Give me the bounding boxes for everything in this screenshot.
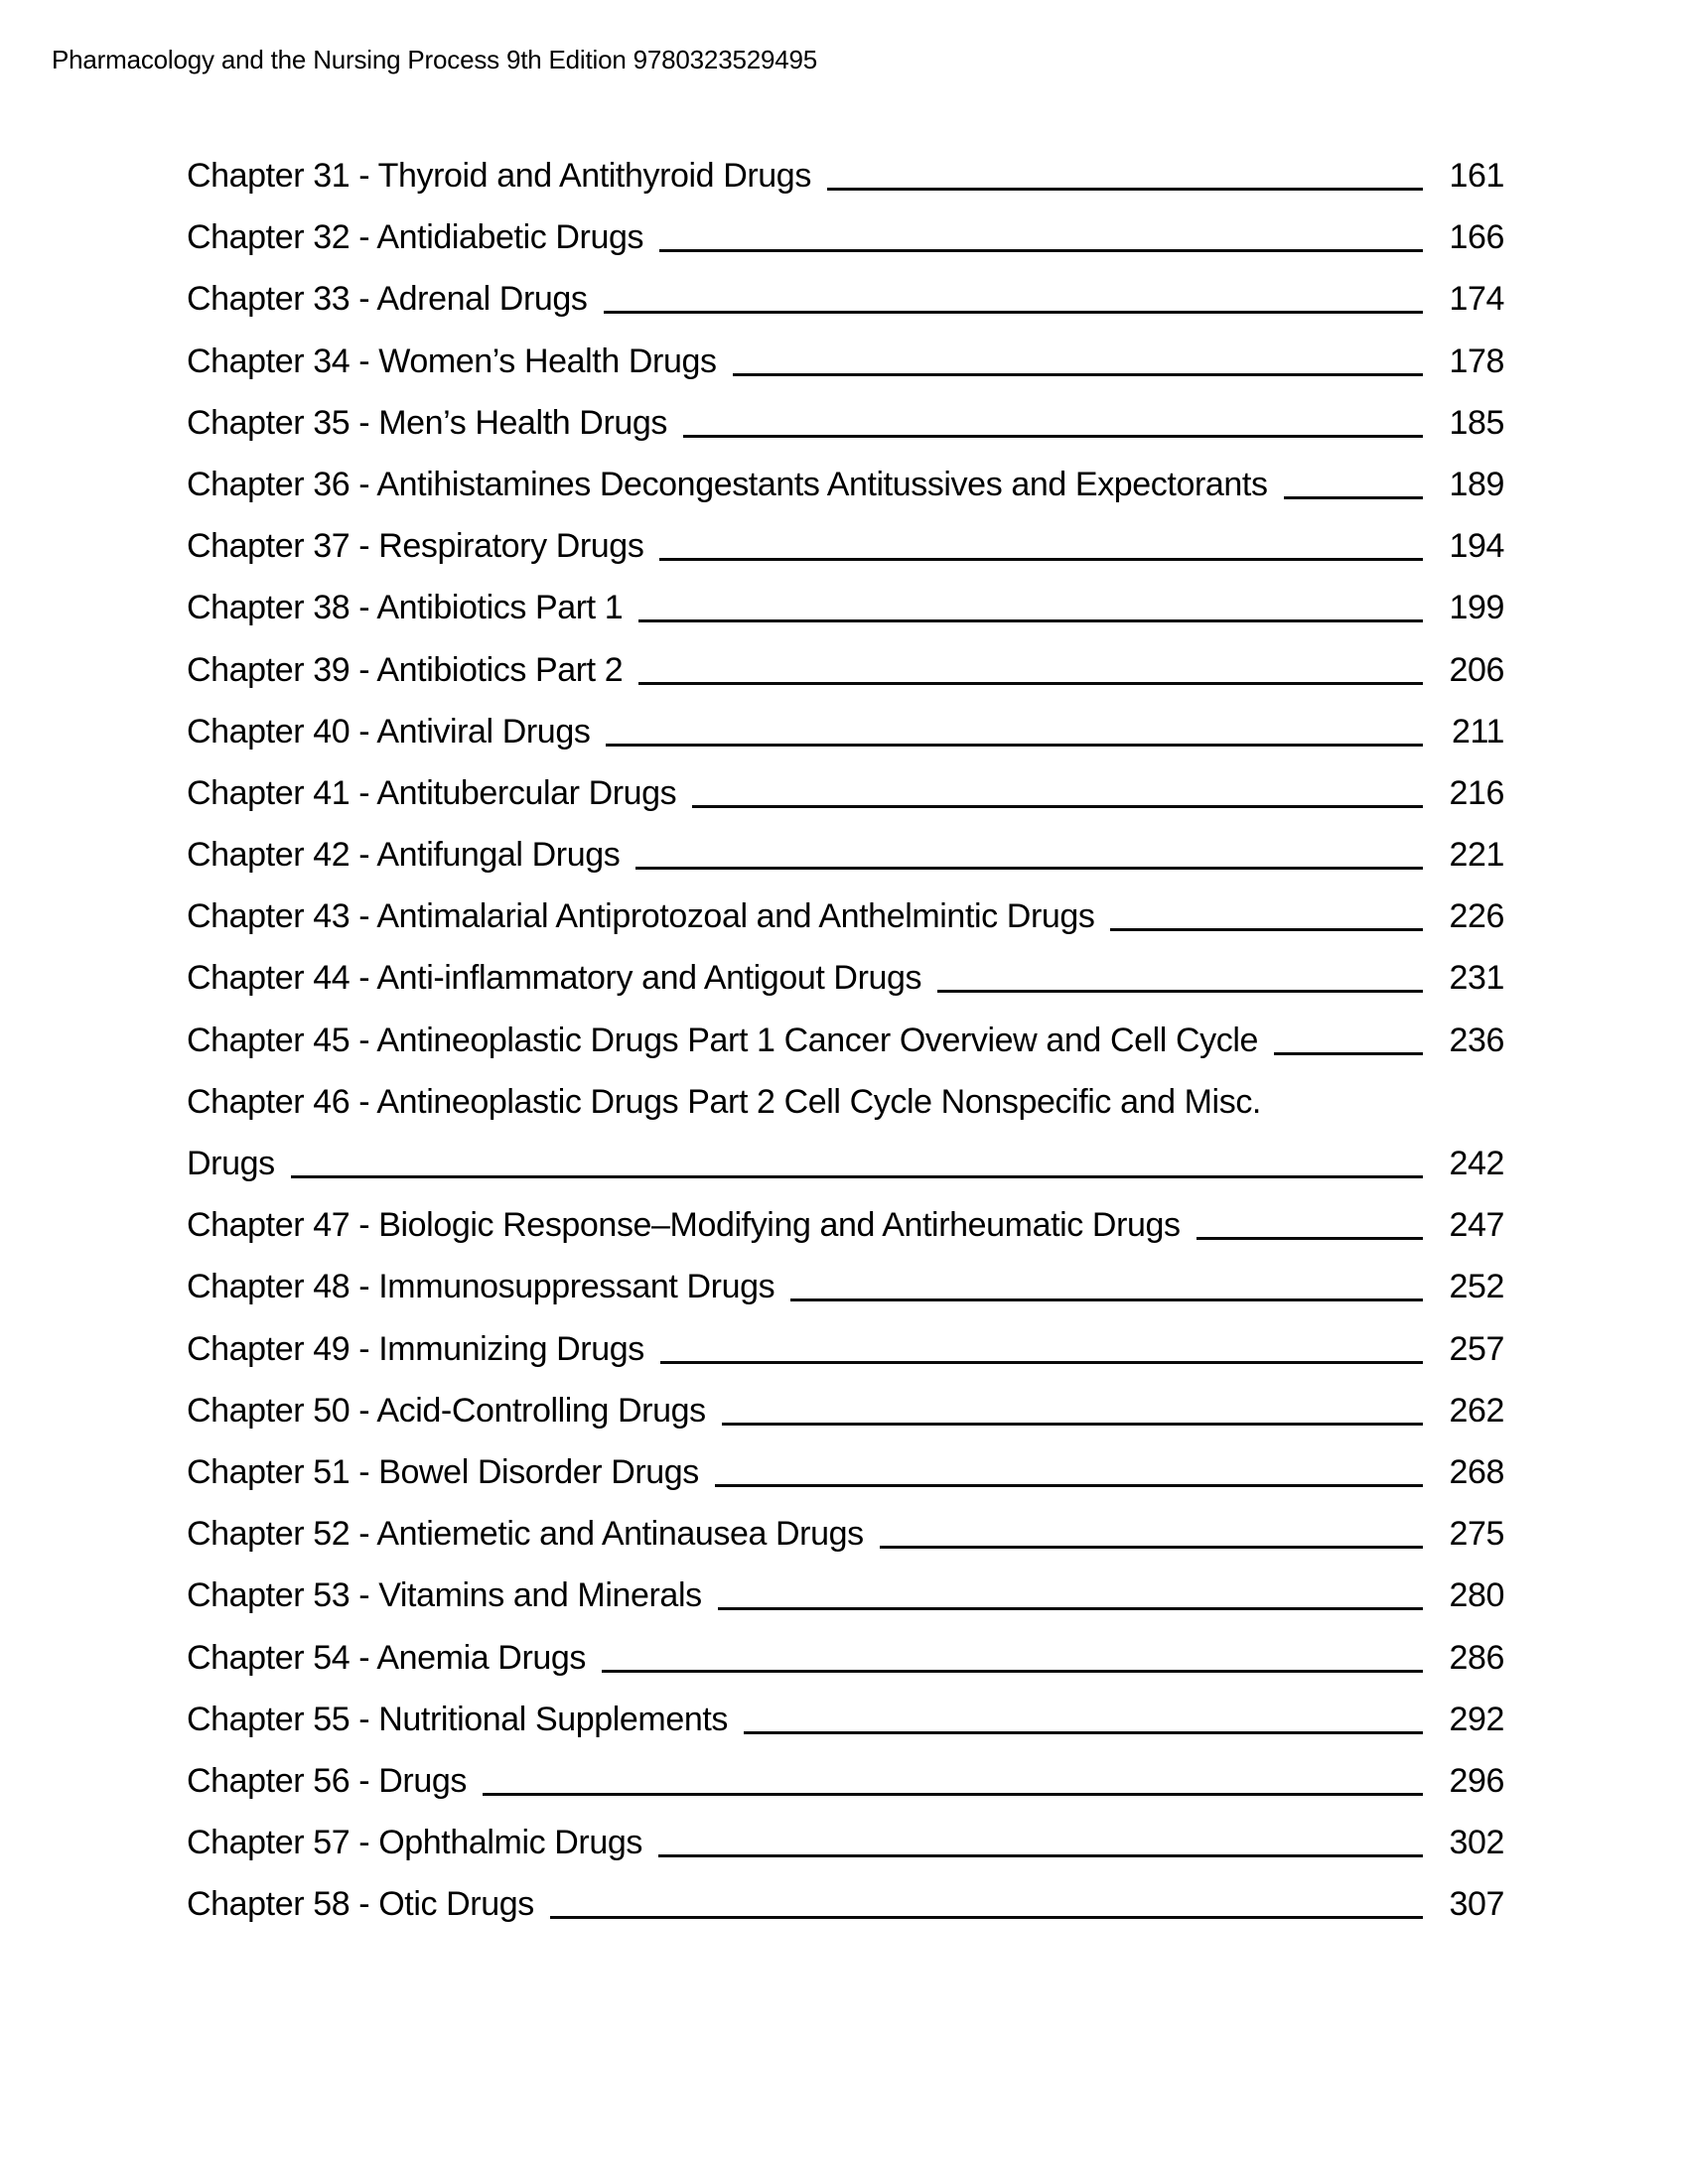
toc-row — [187, 947, 1504, 1009]
chapter-label: Chapter 55 - Nutritional Supplements — [187, 1700, 729, 1738]
toc-row — [187, 886, 1504, 947]
toc-row — [187, 1627, 1504, 1689]
toc-row — [187, 1071, 1504, 1133]
chapter-label: Chapter 36 - Antihistamines Decongestants Antitussives and Expectorants — [187, 465, 1268, 503]
leader-line — [827, 188, 1423, 191]
page-number: 199 — [1449, 589, 1504, 627]
leader-line — [880, 1546, 1423, 1549]
page-number: 194 — [1449, 527, 1504, 566]
chapter-label: Chapter 39 - Antibiotics Part 2 — [187, 650, 624, 689]
chapter-label: Chapter 35 - Men’s Health Drugs — [187, 403, 667, 442]
leader-line — [659, 249, 1423, 252]
leader-line — [291, 1175, 1423, 1178]
chapter-label: Chapter 43 - Antimalarial Antiprotozoal and Anthelmintic Drugs — [187, 897, 1095, 936]
toc-row — [187, 1750, 1504, 1812]
page-number: 174 — [1449, 280, 1504, 319]
page-number: 280 — [1449, 1576, 1504, 1615]
toc-row — [187, 1133, 1504, 1194]
leader-line — [606, 744, 1423, 747]
leader-line — [937, 990, 1423, 993]
chapter-label: Chapter 48 - Immunosuppressant Drugs — [187, 1268, 775, 1306]
page-number: 231 — [1449, 959, 1504, 998]
chapter-label: Chapter 49 - Immunizing Drugs — [187, 1329, 644, 1368]
leader-line — [692, 805, 1423, 808]
leader-line — [638, 619, 1423, 622]
toc-row — [187, 577, 1504, 638]
page-number: 211 — [1451, 712, 1504, 751]
page-number: 262 — [1449, 1391, 1504, 1430]
chapter-label: Chapter 58 - Otic Drugs — [187, 1885, 534, 1924]
chapter-label: Chapter 44 - Anti-inflammatory and Antigout Drugs — [187, 959, 922, 998]
chapter-label: Chapter 40 - Antiviral Drugs — [187, 712, 591, 751]
page-number: 161 — [1449, 157, 1504, 195]
page-header: Pharmacology and the Nursing Process 9th Edition 9780323529495 — [52, 45, 818, 74]
toc-row — [187, 639, 1504, 701]
toc-row — [187, 1565, 1504, 1626]
toc-row — [187, 1194, 1504, 1256]
chapter-label: Chapter 57 - Ophthalmic Drugs — [187, 1824, 642, 1862]
page-number: 236 — [1449, 1021, 1504, 1059]
chapter-label: Chapter 56 - Drugs — [187, 1761, 467, 1800]
toc-row — [187, 1318, 1504, 1380]
chapter-label: Chapter 38 - Antibiotics Part 1 — [187, 589, 624, 627]
toc-row — [187, 206, 1504, 268]
page-number: 166 — [1449, 218, 1504, 257]
leader-line — [659, 558, 1423, 561]
chapter-label: Chapter 31 - Thyroid and Antithyroid Drugs — [187, 157, 811, 195]
leader-line — [1284, 496, 1423, 499]
toc-row — [187, 1503, 1504, 1565]
page-number: 252 — [1449, 1268, 1504, 1306]
toc-row — [187, 515, 1504, 577]
page-number: 286 — [1449, 1638, 1504, 1677]
chapter-label: Chapter 47 - Biologic Response–Modifying and Antirheumatic Drugs — [187, 1206, 1181, 1245]
chapter-label: Drugs — [187, 1145, 275, 1182]
leader-line — [733, 373, 1423, 376]
toc-row — [187, 762, 1504, 824]
toc-row — [187, 824, 1504, 886]
page-number: 247 — [1449, 1206, 1504, 1245]
chapter-label: Chapter 32 - Antidiabetic Drugs — [187, 218, 644, 257]
toc-list — [187, 145, 1504, 1935]
page-number: 216 — [1449, 773, 1504, 812]
chapter-label: Chapter 50 - Acid-Controlling Drugs — [187, 1391, 706, 1430]
chapter-label: Chapter 45 - Antineoplastic Drugs Part 1 Cancer Overview and Cell Cycle — [187, 1021, 1258, 1059]
chapter-label: Chapter 37 - Respiratory Drugs — [187, 527, 644, 566]
leader-line — [635, 867, 1423, 870]
page-number: 189 — [1449, 465, 1504, 503]
leader-line — [602, 1670, 1423, 1673]
toc-row — [187, 1380, 1504, 1441]
chapter-label: Chapter 42 - Antifungal Drugs — [187, 836, 621, 875]
leader-line — [744, 1731, 1423, 1734]
leader-line — [604, 311, 1424, 314]
page-number: 275 — [1449, 1515, 1504, 1554]
page-number: 178 — [1449, 341, 1504, 380]
page-number: 221 — [1449, 836, 1504, 875]
leader-line — [1110, 928, 1423, 931]
leader-line — [638, 682, 1423, 685]
page-number: 296 — [1449, 1761, 1504, 1800]
leader-line — [1274, 1052, 1423, 1055]
toc-row — [187, 1010, 1504, 1071]
chapter-label: Chapter 53 - Vitamins and Minerals — [187, 1576, 702, 1615]
page-number: 257 — [1449, 1329, 1504, 1368]
chapter-label: Chapter 41 - Antitubercular Drugs — [187, 773, 677, 812]
toc-row — [187, 392, 1504, 454]
page-number: 185 — [1449, 403, 1504, 442]
leader-line — [660, 1361, 1423, 1364]
toc-row — [187, 268, 1504, 330]
page-number: 206 — [1449, 650, 1504, 689]
page-number: 226 — [1449, 897, 1504, 936]
leader-line — [722, 1423, 1423, 1426]
leader-line — [718, 1607, 1423, 1610]
chapter-label: Chapter 46 - Antineoplastic Drugs Part 2 Cell Cycle Nonspecific and Misc. — [187, 1082, 1261, 1121]
page-number: 268 — [1449, 1452, 1504, 1491]
page-number: 307 — [1449, 1885, 1504, 1924]
leader-line — [1196, 1237, 1423, 1240]
toc-row — [187, 145, 1504, 206]
page-number: 242 — [1449, 1145, 1504, 1182]
leader-line — [483, 1793, 1423, 1796]
leader-line — [683, 435, 1423, 438]
toc-row — [187, 701, 1504, 762]
toc-row — [187, 454, 1504, 515]
page-number: 302 — [1449, 1824, 1504, 1862]
chapter-label: Chapter 52 - Antiemetic and Antinausea Drugs — [187, 1515, 864, 1554]
leader-line — [715, 1484, 1423, 1487]
toc-row — [187, 1689, 1504, 1750]
toc-row — [187, 331, 1504, 392]
toc-row — [187, 1256, 1504, 1317]
page-number: 292 — [1449, 1700, 1504, 1738]
chapter-label: Chapter 33 - Adrenal Drugs — [187, 280, 588, 319]
toc-row — [187, 1812, 1504, 1873]
leader-line — [550, 1916, 1423, 1919]
toc-row — [187, 1441, 1504, 1503]
toc-row — [187, 1873, 1504, 1935]
chapter-label: Chapter 34 - Women’s Health Drugs — [187, 341, 717, 380]
chapter-label: Chapter 54 - Anemia Drugs — [187, 1638, 586, 1677]
leader-line — [658, 1854, 1423, 1857]
chapter-label: Chapter 51 - Bowel Disorder Drugs — [187, 1452, 699, 1491]
leader-line — [790, 1298, 1423, 1301]
